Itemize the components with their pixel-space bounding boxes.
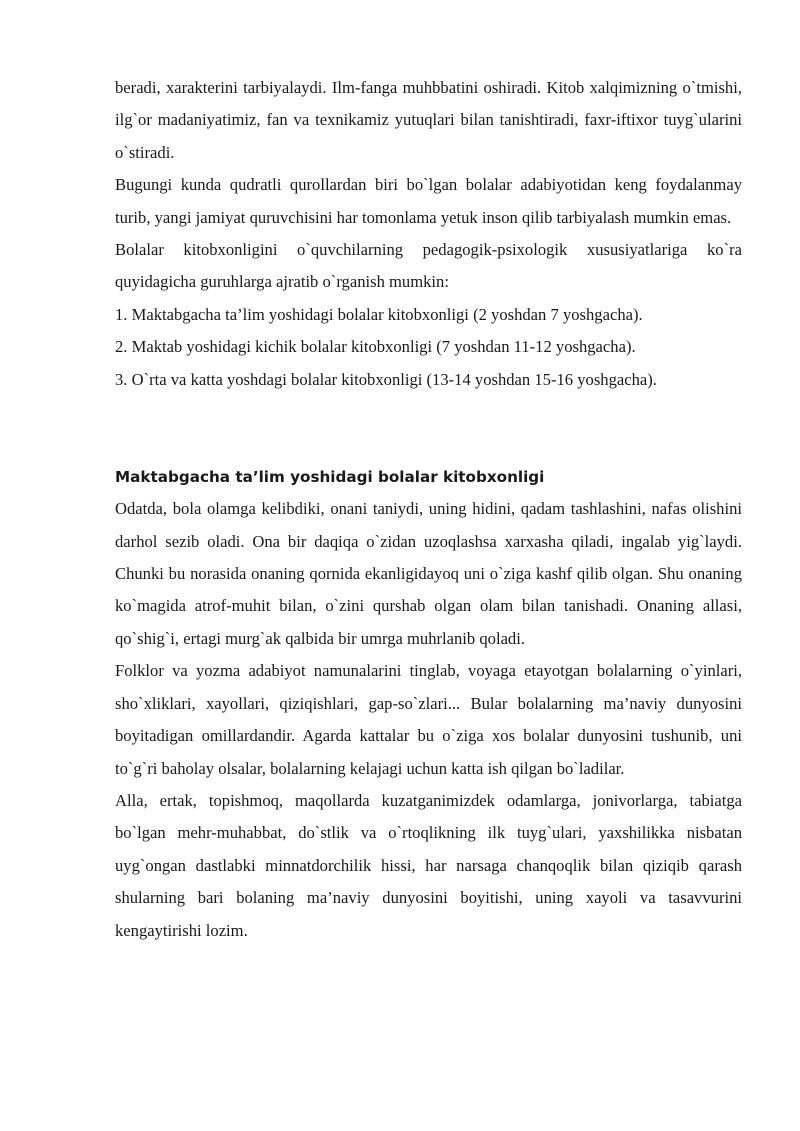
section-paragraph-1: Odatda, bola olamga kelibdiki, onani taniydi, uning hidini, qadam tashlashini, nafas olishini darhol sezib oladi. Ona bir daqiqa o`zidan uzoqlashsa xarxasha qiladi, ingalab yig`laydi. Chunki bu norasida onaning qornida ekanligidayoq uni o`ziga kashf qilib olgan. Shu onaning ko`magida atrof-muhit bilan, o`zini qurshab olgan olam bilan tanishadi. Onaning allasi, qo`shig`i, ertagi murg`ak qalbida bir umrga muhrlanib qoladi. (115, 499, 742, 648)
section-paragraph-2: Folklor va yozma adabiyot namunalarini tinglab, voyaga etayotgan bolalarning o`yinlari, sho`xliklari, xayollari, qiziqishlari, gap-so`zlari... Bular bolalarning ma’naviy dunyosini boyitadigan omillardandir. Agarda kattalar bu o`ziga xos bolalar dunyosini tushunib, uni to`g`ri baholay olsalar, bolalarning kelajagi uchun katta ish qilgan bo`ladilar. (115, 661, 742, 778)
list-item: 2. Maktab yoshidagi kichik bolalar kitobxonligi (7 yoshdan 11-12 yoshgacha). (115, 337, 636, 357)
intro-paragraph-2: Bugungi kunda qudratli qurollardan biri bo`lgan bolalar adabiyotidan keng foydalanmay turib, yangi jamiyat quruvchisini har tomonlama yetuk inson qilib tarbiyalash mumkin emas. (115, 175, 742, 227)
section-heading: Maktabgacha ta’lim yoshidagi bolalar kitobxonligi (115, 467, 545, 486)
list-item: 3. O`rta va katta yoshdagi bolalar kitobxonligi (13-14 yoshdan 15-16 yoshgacha). (115, 369, 657, 389)
document-page (115, 72, 742, 947)
intro-paragraph-3: Bolalar kitobxonligini o`quvchilarning pedagogik-psixologik xususiyatlariga ko`ra quyidagicha guruhlarga ajratib o`rganish mumkin: (115, 240, 742, 292)
list-item: 1. Maktabgacha ta’lim yoshidagi bolalar kitobxonligi (2 yoshdan 7 yoshgacha). (115, 304, 643, 324)
section-paragraph-3: Alla, ertak, topishmoq, maqollarda kuzatganimizdek odamlarga, jonivorlarga, tabiatga bo`lgan mehr-muhabbat, do`stlik va o`rtoqlikning ilk tuyg`ulari, yaxshilikka nisbatan uyg`ongan dastlabki minnatdorchilik hissi, har narsaga chanqoqlik bilan qiziqib qarash shularning bari bolaning ma’naviy dunyosini boyitishi, uning xayoli va tasavvurini kengaytirishi lozim. (115, 790, 742, 940)
intro-paragraph-1: beradi, xarakterini tarbiyalaydi. Ilm-fanga muhbbatini oshiradi. Kitob xalqimizning o`tmishi, ilg`or madaniyatimiz, fan va texnikamiz yutuqlari bilan tanishtiradi, faxr-iftixor tuyg`ularini o`stiradi. (115, 78, 742, 162)
section-spacer (115, 396, 742, 461)
